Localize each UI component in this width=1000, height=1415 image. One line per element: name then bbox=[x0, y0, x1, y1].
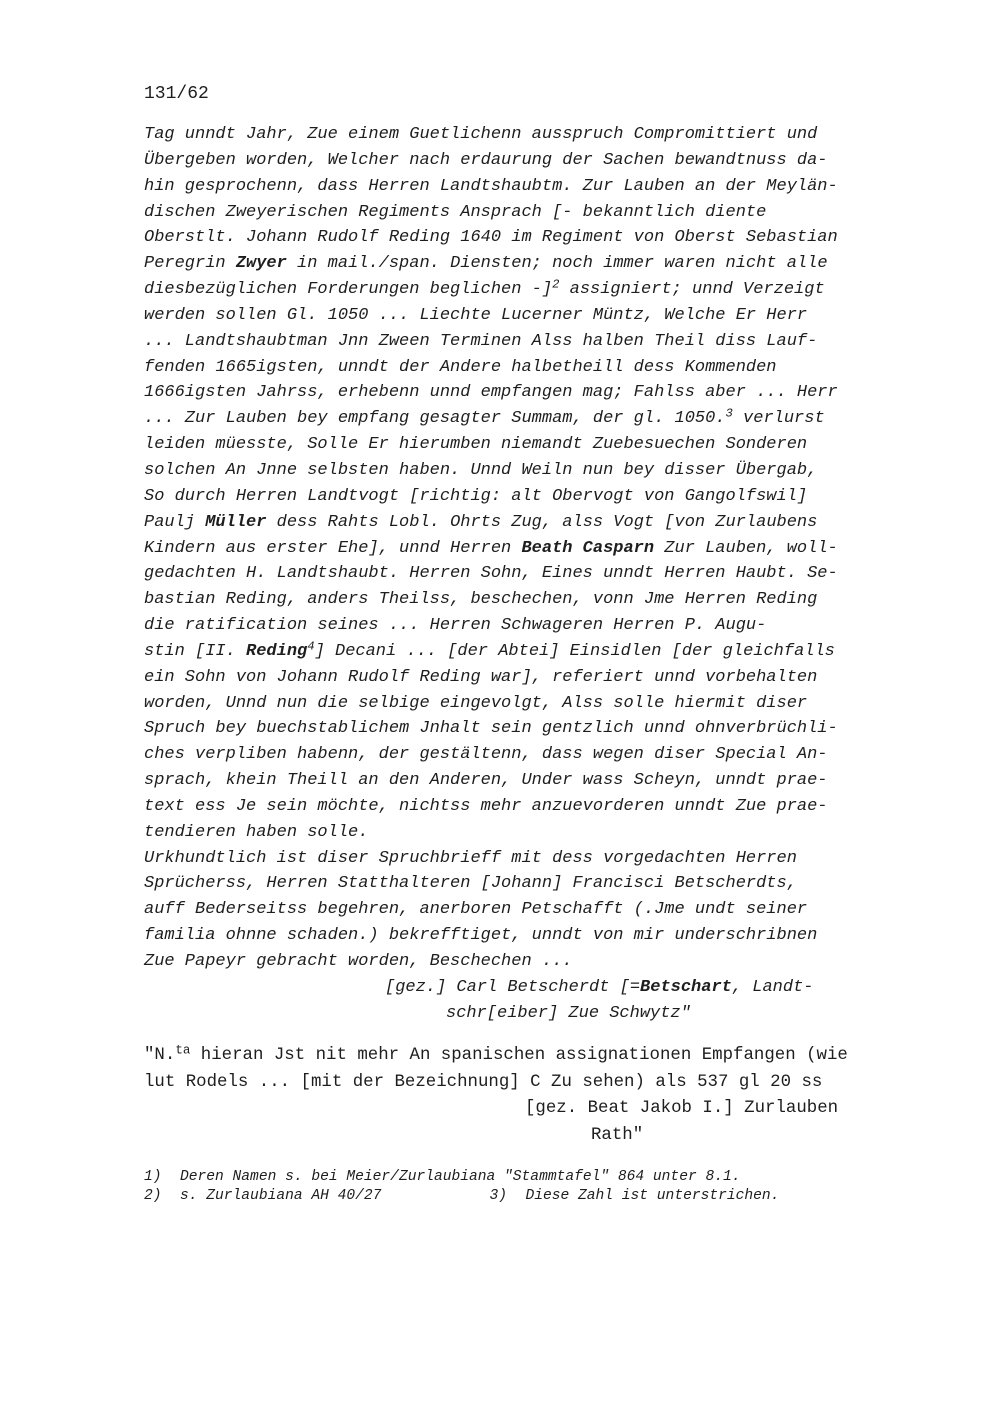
text-line: leiden müesste, Solle Er hierumben niemandt Zuebesuechen Sonderen bbox=[144, 435, 808, 455]
text-line: gedachten H. Landtshaubt. Herren Sohn, Eines unndt Herren Haubt. Se- bbox=[144, 564, 838, 584]
text-line: die ratification seines ... Herren Schwageren Herren P. Augu- bbox=[144, 616, 767, 636]
signature-line: schr[eiber] Zue Schwytz" bbox=[446, 1003, 691, 1023]
text-line: werden sollen Gl. 1050 ... Liechte Lucerner Müntz, Welche Er Herr bbox=[144, 305, 808, 325]
text-line: sprach, khein Theill an den Anderen, Under wass Scheyn, unndt prae- bbox=[144, 771, 828, 791]
text-line: bastian Reding, anders Theilss, beschechen, vonn Jme Herren Reding bbox=[144, 590, 818, 610]
text-line: Sprücherss, Herren Statthalteren [Johann] Francisci Betscherdts, bbox=[144, 874, 797, 894]
text-line: ein Sohn von Johann Rudolf Reding war], referiert unnd vorbehalten bbox=[144, 667, 818, 687]
text-line: Kindern aus erster Ehe], unnd Herren Beath Casparn Zur Lauben, woll- bbox=[144, 538, 838, 558]
text-line: 1666igsten Jahrss, erhebenn unnd empfangen mag; Fahlss aber ... Herr bbox=[144, 383, 838, 403]
nota-line: "N.$^{ta}$ hieran Jst nit mehr An spanischen assignationen Empfangen (wie bbox=[144, 1043, 848, 1065]
footnote-text: Diese Zahl ist unterstrichen. bbox=[525, 1187, 780, 1204]
text-line: Paulj Müller dess Rahts Lobl. Ohrts Zug, alss Vogt [von Zurlaubens bbox=[144, 512, 818, 532]
text-line: diesbezüglichen Forderungen beglichen -]$^2$ assigniert; unnd Verzeigt bbox=[144, 277, 825, 300]
text-line: familia ohnne schaden.) bekrefftiget, unndt von mir underschribnen bbox=[144, 926, 818, 946]
text-line: So durch Herren Landtvogt [richtig: alt Obervogt von Gangolfswil] bbox=[144, 486, 808, 506]
name-mueller: Müller bbox=[205, 512, 267, 532]
text-line: tendieren haben solle. bbox=[144, 822, 369, 842]
text-line: Urkhundtlich ist diser Spruchbrieff mit dess vorgedachten Herren bbox=[144, 848, 797, 868]
nota-block bbox=[144, 1043, 848, 1149]
text-line: Spruch bey buechstablichem Jnhalt sein gentzlich unnd ohnverbrüchli- bbox=[144, 719, 838, 739]
footnote-number: 3) bbox=[489, 1187, 507, 1204]
footnote-text: Deren Namen s. bei Meier/Zurlaubiana "Stammtafel" 864 unter 8.1. bbox=[180, 1169, 741, 1185]
footnote-ref: 3 bbox=[725, 406, 733, 421]
text-line: solchen An Jnne selbsten haben. Unnd Weiln nun bey disser Übergab, bbox=[144, 460, 818, 480]
text-line: auff Bederseitss begehren, anerboren Petschafft (.Jme undt seiner bbox=[144, 900, 808, 920]
nota-signature: [gez. Beat Jakob I.] Zurlauben bbox=[525, 1099, 839, 1118]
name-reding: Reding bbox=[246, 641, 308, 661]
name-zwyer: Zwyer bbox=[235, 254, 287, 274]
nota-line: lut Rodels ... [mit der Bezeichnung] C Zu sehen) als 537 gl 20 ss bbox=[144, 1072, 823, 1092]
text-line: hin gesprochenn, dass Herren Landtshaubtm. Zur Lauben an der Meylän- bbox=[144, 176, 838, 196]
page-number: 131/62 bbox=[144, 84, 209, 104]
text-line: stin [II. Reding$^4$] Decani ... [der Abtei] Einsidlen [der gleichfalls bbox=[144, 639, 835, 661]
text-line: Oberstlt. Johann Rudolf Reding 1640 im Regiment von Oberst Sebastian bbox=[144, 228, 838, 248]
text-line: Zue Papeyr gebracht worden, Beschechen ... bbox=[144, 952, 573, 971]
footnote-number: 1) bbox=[144, 1169, 162, 1185]
text-line: Tag unndt Jahr, Zue einem Guetlichenn ausspruch Compromittiert und bbox=[144, 125, 818, 144]
name-beath-casparn: Beath Casparn bbox=[521, 538, 655, 558]
text-line: worden, Unnd nun die selbige eingevolgt, Alss solle hiermit diser bbox=[144, 693, 808, 713]
signature-line: [gez.] Carl Betscherdt [=Betschart, Landt- bbox=[385, 977, 814, 997]
name-betschart: Betschart bbox=[640, 977, 732, 997]
text-line: fenden 1665igsten, unndt der Andere halbetheill dess Kommenden bbox=[144, 357, 777, 377]
footnote-number: 2) bbox=[144, 1187, 162, 1204]
text-line: Übergeben worden, Welcher nach erdaurung der Sachen bewandtnuss da- bbox=[144, 150, 828, 170]
text-line: dischen Zweyerischen Regiments Ansprach [- bekanntlich diente bbox=[144, 202, 767, 222]
footnote-ref: 4 bbox=[307, 639, 315, 654]
footnote bbox=[144, 1187, 779, 1206]
footnote-ref: 2 bbox=[552, 277, 560, 292]
text-line: ... Zur Lauben bey empfang gesagter Summam, der gl. 1050.$^3$ verlurst bbox=[144, 406, 825, 429]
text-line: text ess Je sein möchte, nichtss mehr anzuevorderen unndt Zue prae- bbox=[144, 796, 828, 816]
nota-signature: Rath" bbox=[591, 1125, 644, 1145]
text-line: Peregrin Zwyer in mail./span. Diensten; noch immer waren nicht alle bbox=[144, 254, 828, 274]
text-line: ... Landtshaubtman Jnn Zween Terminen Alss halben Theil diss Lauf- bbox=[144, 331, 818, 351]
footnotes bbox=[144, 1168, 779, 1205]
footnote bbox=[144, 1168, 779, 1187]
text-line: ches verpliben habenn, der gestältenn, dass wegen diser Special An- bbox=[144, 745, 828, 765]
abbreviation-superscript: ta bbox=[175, 1043, 191, 1058]
footnote-text: s. Zurlaubiana AH 40/27 bbox=[180, 1187, 382, 1204]
main-text bbox=[144, 122, 838, 1027]
